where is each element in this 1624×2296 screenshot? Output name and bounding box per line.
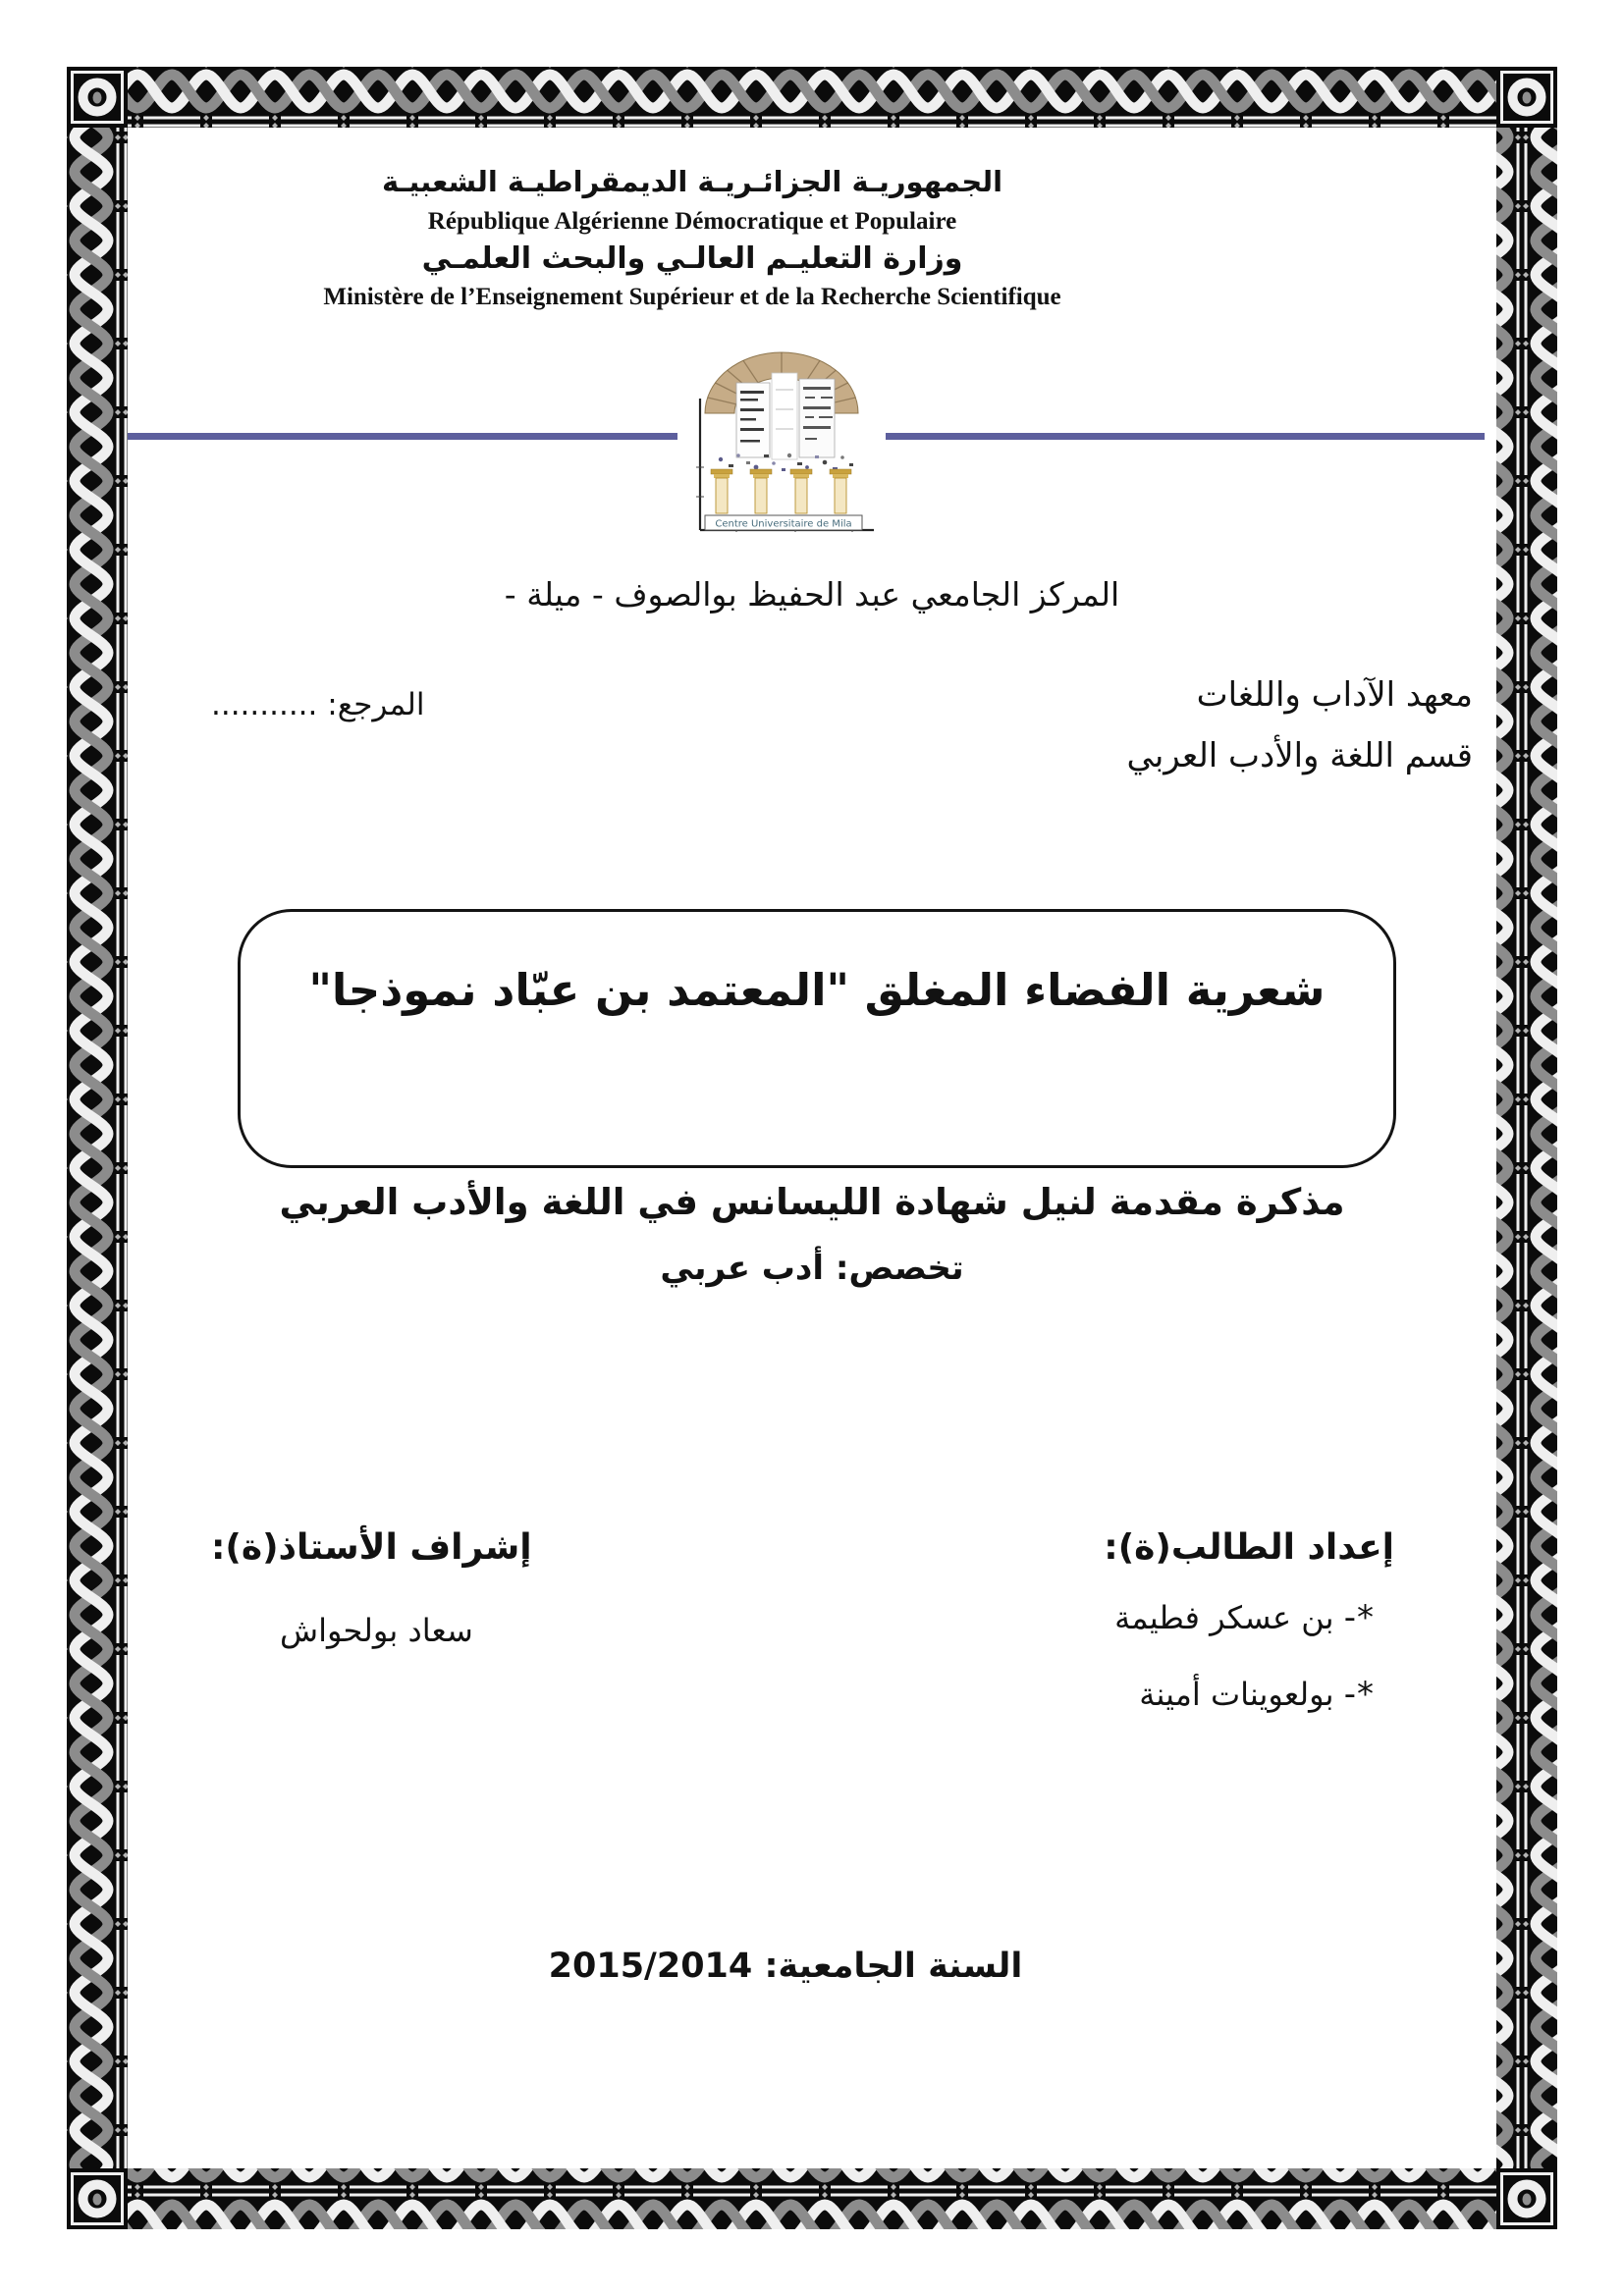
student-2-text: بولعوينات أمينة bbox=[1139, 1676, 1334, 1713]
student-bullet-2: *- bbox=[1343, 1675, 1375, 1714]
student-1-text: بن عسكر فطيمة bbox=[1114, 1599, 1334, 1636]
supervision-label: إشراف الأستاذ(ة): bbox=[211, 1527, 532, 1568]
university-name: المركز الجامعي عبد الحفيظ بوالصوف - ميلة - bbox=[504, 575, 1120, 614]
department-name: قسم اللغة والأدب العربي bbox=[1126, 736, 1473, 775]
reference-field: المرجع: ........... bbox=[211, 687, 425, 722]
academic-year-label: السنة الجامعية: bbox=[764, 1947, 1023, 1986]
student-bullet-1: *- bbox=[1343, 1598, 1375, 1637]
institute-name: معهد الآداب واللغات bbox=[1196, 675, 1473, 715]
logo-caption: Centre Universitaire de Mila bbox=[715, 518, 852, 530]
prepared-by-label: إعداد الطالب(ة): bbox=[1104, 1527, 1394, 1568]
supervisor-name: سعاد بولحواش bbox=[280, 1612, 473, 1649]
ministry-title-french: Ministère de l’Enseignement Supérieur et de la Recherche Scientifique bbox=[323, 284, 1061, 310]
academic-year-value: 2015/2014 bbox=[548, 1947, 753, 1986]
specialty-line: تخصص: أدب عربي bbox=[660, 1249, 964, 1288]
ministry-title-arabic: وزارة التعليـم العالـي والبحث العلمـي bbox=[421, 241, 963, 276]
memoir-line: مذكرة مقدمة لنيل شهادة الليسانس في اللغة والأدب العربي bbox=[279, 1181, 1345, 1223]
republic-title-arabic: الجمهوريـة الجزائـريـة الديمقراطيـة الشعبيـة bbox=[381, 165, 1003, 198]
thesis-title: شعرية الفضاء المغلق "المعتمد بن عبّاد نموذجا" bbox=[308, 964, 1326, 1016]
republic-title-french: République Algérienne Démocratique et Populaire bbox=[427, 208, 957, 235]
